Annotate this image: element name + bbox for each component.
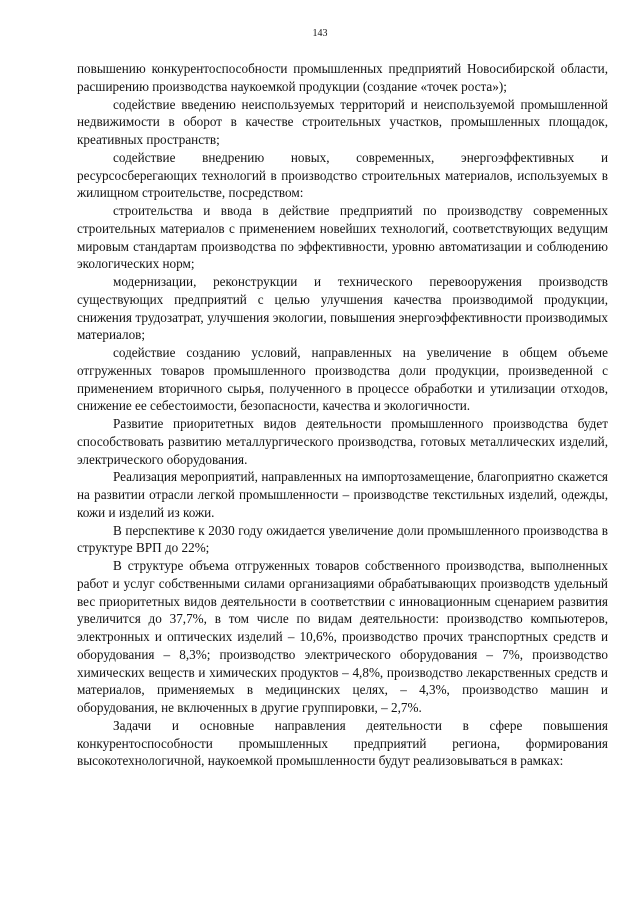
paragraph: В перспективе к 2030 году ожидается увеличение доли промышленного производства в структуре ВРП до 22%; (77, 522, 608, 556)
paragraph: содействие созданию условий, направленных на увеличение в общем объеме отгруженных товаров промышленного производства доли продукции, произведенной с применением вторичного сырья, полученного в процессе обработки и утилизации отходов, снижение ее себестоимости, безопасности, качества и экологичности. (77, 345, 608, 414)
paragraph: содействие введению неиспользуемых территорий и неиспользуемой промышленной недвижимости в оборот в качестве строительных участков, промышленных площадок, креативных пространств; (77, 96, 608, 147)
paragraph: Развитие приоритетных видов деятельности промышленного производства будет способствовать развитию металлургического производства, готовых металлических изделий, электрического оборудования. (77, 416, 608, 467)
paragraph: строительства и ввода в действие предприятий по производству современных строительных материалов с применением новейших технологий, соответствующих ведущим мировым стандартам производства по эффективности, уровню автоматизации и соблюдению экологических норм; (77, 203, 608, 272)
paragraph: Реализация мероприятий, направленных на импортозамещение, благоприятно скажется на развитии отрасли легкой промышленности – производстве текстильных изделий, одежды, кожи и изделий из кожи. (77, 469, 608, 520)
paragraph: содействие внедрению новых, современных, энергоэффективных и ресурсосберегающих технологий в производство строительных материалов, используемых в жилищном строительстве, посредством: (77, 149, 608, 201)
paragraph: В структуре объема отгруженных товаров собственного производства, выполненных работ и услуг собственными силами организациями обрабатывающих производств удельный вес приоритетных видов деятельности в соответствии с инновационным сценарием развития увеличится до 37,7%, в том числе по видам деятельности: производство компьютеров, электронных и оптических изделий – 10,6%, производство прочих транспортных средств и оборудования – 8,3%; производство электрического оборудования – 7%, производство химических веществ и химических продуктов – 4,8%, производство лекарственных средств и материалов, применяемых в медицинских целях, – 4,3%, производство машин и оборудования, не включенных в другие группировки, – 2,7%. (77, 558, 608, 715)
page-number: 143 (312, 28, 328, 39)
paragraph: повышению конкурентоспособности промышленных предприятий Новосибирской области, расширению производства наукоемкой продукции (создание «точек роста»); (77, 61, 608, 94)
paragraph: Задачи и основные направления деятельности в сфере повышения конкурентоспособности промышленных предприятий региона, формирования высокотехнологичной, наукоемкой промышленности будут реализовываться в рамках: (77, 717, 608, 769)
page-body (77, 60, 608, 770)
paragraph: модернизации, реконструкции и технического перевооружения производств существующих предприятий с целью улучшения качества производимой продукции, снижения трудозатрат, улучшения экологии, повышения энергоэффективности производимых материалов; (77, 274, 608, 343)
